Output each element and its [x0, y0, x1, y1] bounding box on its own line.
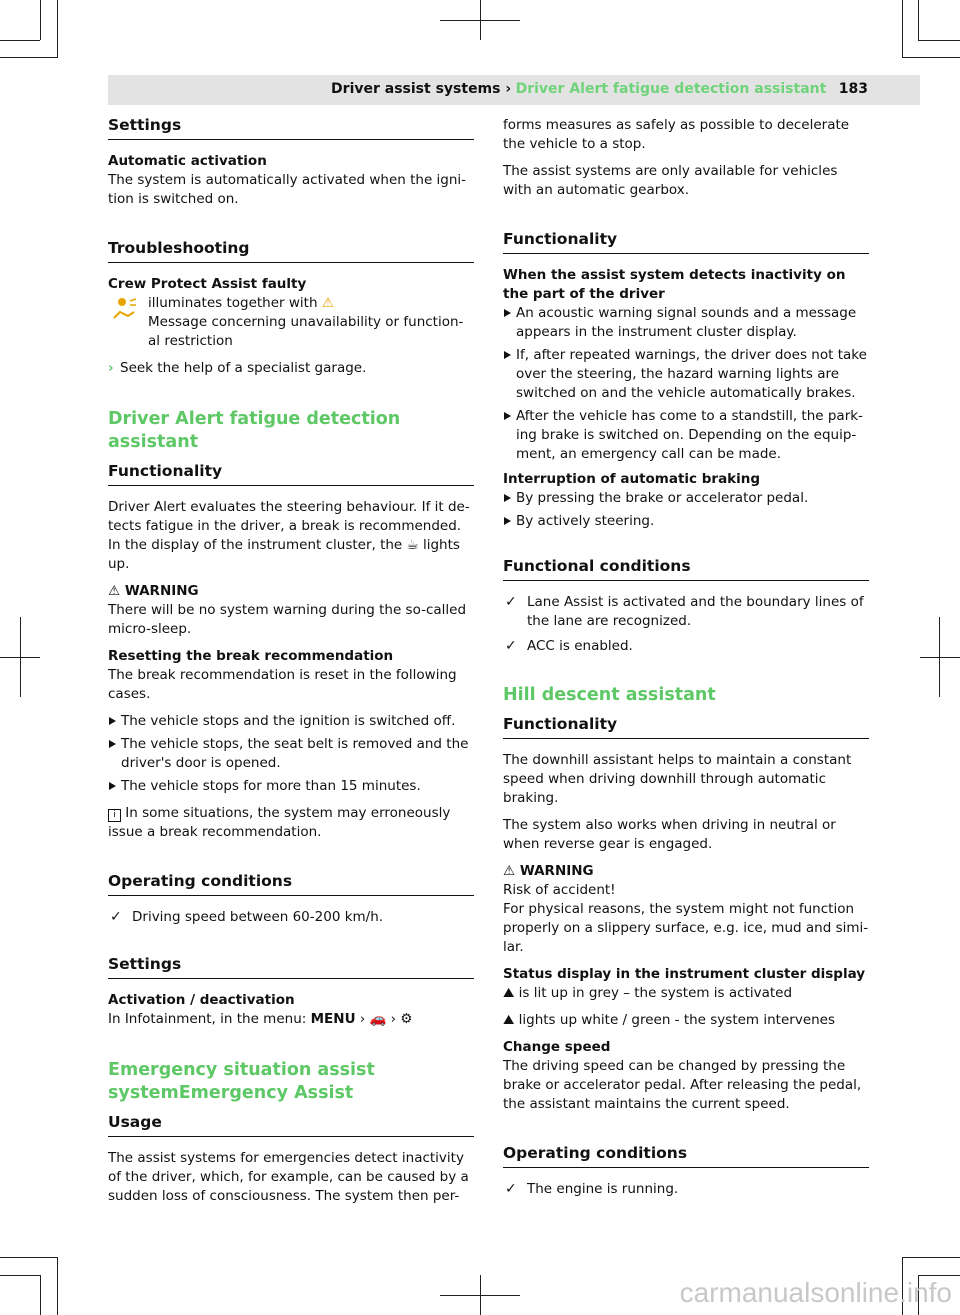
status-line: [503, 1011, 869, 1030]
action-text: Seek the help of a specialist garage.: [120, 360, 367, 376]
crop-mark: [902, 57, 960, 58]
site-watermark: carmanualsonline.info: [679, 1277, 952, 1308]
note-info-icon: i: [108, 809, 121, 822]
check-item: [503, 1180, 869, 1199]
crop-mark: [40, 1275, 41, 1315]
status-line: [503, 984, 869, 1003]
crop-mark: [0, 57, 58, 58]
crop-mark: [920, 657, 960, 658]
paragraph: The system is automatically activated when the igni- tion is switched on.: [108, 172, 467, 207]
list-item: The vehicle stops for more than 15 minutes.: [108, 777, 474, 796]
crop-mark: [918, 40, 960, 41]
heading-operating-conditions: Operating conditions: [503, 1144, 869, 1168]
crop-mark: [0, 40, 40, 41]
title-hill-descent: Hill descent assistant: [503, 685, 716, 705]
warning-block: [108, 582, 474, 639]
list-item: The vehicle stops, the seat belt is removed and the driver's door is opened.: [108, 735, 474, 773]
subheading-automatic-activation: Automatic activation: [108, 153, 267, 169]
subheading-activation: Activation / deactivation: [108, 992, 295, 1008]
subheading-crew-faulty: Crew Protect Assist faulty: [108, 276, 307, 292]
paragraph: The driving speed can be changed by pressing the brake or accelerator pedal. After releasing the pedal, the assistant maintains the current speed.: [503, 1058, 862, 1112]
assist-icon: ⚙: [400, 1011, 413, 1027]
heading-operating-conditions: Operating conditions: [108, 872, 474, 896]
subheading-change-speed: Change speed: [503, 1039, 611, 1055]
heading-usage: Usage: [108, 1113, 474, 1137]
paragraph: [108, 498, 474, 574]
checkmark-icon: ✓: [505, 594, 517, 610]
warning-text: For physical reasons, the system might not function properly on a slippery surface, e.g. ice, mud and simi- lar.: [503, 901, 869, 955]
coffee-cup-icon: ☕: [406, 537, 419, 553]
header-subsection: Driver Alert fatigue detection assistant: [515, 81, 827, 97]
list-item: An acoustic warning signal sounds and a message appears in the instrument cluster display.: [503, 304, 869, 342]
paragraph: The assist systems are only available for vehicles with an automatic gearbox.: [503, 163, 838, 198]
warning-text: Risk of accident!: [503, 882, 616, 898]
list-item: After the vehicle has come to a standstill, the park- ing brake is switched on. Depending on the equip- ment, an emergency call can be made.: [503, 407, 869, 464]
note-block: [108, 804, 474, 842]
paragraph: forms measures as safely as possible to decelerate the vehicle to a stop.: [503, 117, 850, 152]
infotainment-text: In Infotainment, in the menu:: [108, 1011, 307, 1027]
crop-mark: [918, 0, 919, 40]
check-text: Lane Assist is activated and the boundary lines of the lane are recognized.: [527, 594, 864, 629]
check-text: Driving speed between 60-200 km/h.: [132, 909, 384, 925]
crop-mark: [939, 617, 940, 697]
check-item: [503, 593, 869, 631]
note-text: In some situations, the system may erroneously issue a break recommendation.: [108, 805, 451, 840]
list-item: The vehicle stops and the ignition is switched off.: [108, 712, 474, 731]
heading-functionality: Functionality: [108, 462, 474, 486]
warning-text: There will be no system warning during the so-called micro-sleep.: [108, 602, 467, 637]
crew-protect-icon: [110, 294, 140, 330]
driver-alert-text: Driver Alert evaluates the steering behaviour. If it de- tects fatigue in the driver, a break is recommended. In the display of the instrument cluster, the: [108, 499, 470, 553]
paragraph: The break recommendation is reset in the following cases.: [108, 667, 457, 702]
illuminates-text: illuminates together with: [148, 295, 318, 311]
crop-mark: [902, 0, 903, 58]
list-item: By actively steering.: [503, 512, 869, 531]
subheading-status-display: Status display in the instrument cluster display: [503, 966, 866, 982]
warning-triangle-icon: ⚠: [321, 295, 334, 311]
title-driver-alert: Driver Alert fatigue detection assistant: [108, 409, 401, 452]
action-arrow-icon: ›: [108, 360, 114, 376]
menu-label: MENU: [310, 1011, 356, 1027]
paragraph: The assist systems for emergencies detect inactivity of the driver, which, for example, can be caused by a sudden loss of consciousness. The system then per-: [108, 1150, 469, 1204]
action-item: [108, 359, 474, 378]
list-item: By pressing the brake or accelerator pedal.: [503, 489, 869, 508]
crop-mark: [902, 1257, 960, 1258]
checkmark-icon: ✓: [110, 909, 122, 925]
list-item: If, after repeated warnings, the driver does not take over the steering, the hazard warning lights are switched on and the vehicle automatically brakes.: [503, 346, 869, 403]
check-text: The engine is running.: [527, 1181, 679, 1197]
checkmark-icon: ✓: [505, 1181, 517, 1197]
crop-mark: [20, 617, 21, 697]
crop-mark: [480, 1275, 481, 1315]
heading-settings: Settings: [108, 116, 474, 140]
crop-mark: [480, 0, 481, 40]
heading-functional-conditions: Functional conditions: [503, 557, 869, 581]
warning-label: WARNING: [519, 863, 594, 879]
paragraph: In Infotainment, in the menu: MENU › 🚗 › ⚙: [108, 1011, 413, 1027]
subheading-interruption: Interruption of automatic braking: [503, 471, 761, 487]
driver-alert-text-end: lights up.: [108, 537, 460, 572]
warning-label: WARNING: [124, 583, 199, 599]
heading-functionality: Functionality: [503, 230, 869, 254]
status-text: is lit up in grey – the system is activated: [518, 985, 793, 1001]
title-emergency-assist: Emergency situation assist systemEmergency Assist: [108, 1060, 375, 1103]
check-item: [108, 908, 474, 927]
heading-functionality: Functionality: [503, 715, 869, 739]
crop-mark: [57, 0, 58, 58]
warning-block: [503, 862, 869, 957]
hill-descent-icon: ⛰: [503, 985, 515, 1001]
subheading-inactivity: When the assist system detects inactivity on the part of the driver: [503, 267, 846, 302]
check-text: ACC is enabled.: [527, 638, 633, 654]
page-number: 183: [838, 81, 868, 97]
fault-description: [108, 294, 474, 351]
warning-triangle-icon: ⚠: [503, 863, 516, 879]
crop-mark: [918, 1275, 960, 1276]
warning-triangle-icon: ⚠: [108, 583, 121, 599]
crop-mark: [0, 1257, 58, 1258]
page-header: [108, 75, 920, 105]
hill-descent-icon: ⛰: [503, 1012, 515, 1028]
crop-mark: [40, 0, 41, 40]
right-column: [503, 116, 869, 1205]
paragraph: The downhill assistant helps to maintain a constant speed when driving downhill through automatic braking.: [503, 752, 852, 806]
heading-troubleshooting: Troubleshooting: [108, 239, 474, 263]
status-text: lights up white / green - the system intervenes: [518, 1012, 836, 1028]
paragraph: The system also works when driving in neutral or when reverse gear is engaged.: [503, 817, 836, 852]
crop-mark: [57, 1257, 58, 1315]
check-item: [503, 637, 869, 656]
message-text: Message concerning unavailability or function- al restriction: [148, 314, 464, 349]
subheading-reset: Resetting the break recommendation: [108, 648, 394, 664]
header-section: Driver assist systems ›: [331, 81, 512, 97]
vehicle-settings-icon: 🚗: [369, 1011, 387, 1027]
crop-mark: [0, 1275, 40, 1276]
left-column: [108, 116, 474, 1214]
checkmark-icon: ✓: [505, 638, 517, 654]
heading-settings: Settings: [108, 955, 474, 979]
